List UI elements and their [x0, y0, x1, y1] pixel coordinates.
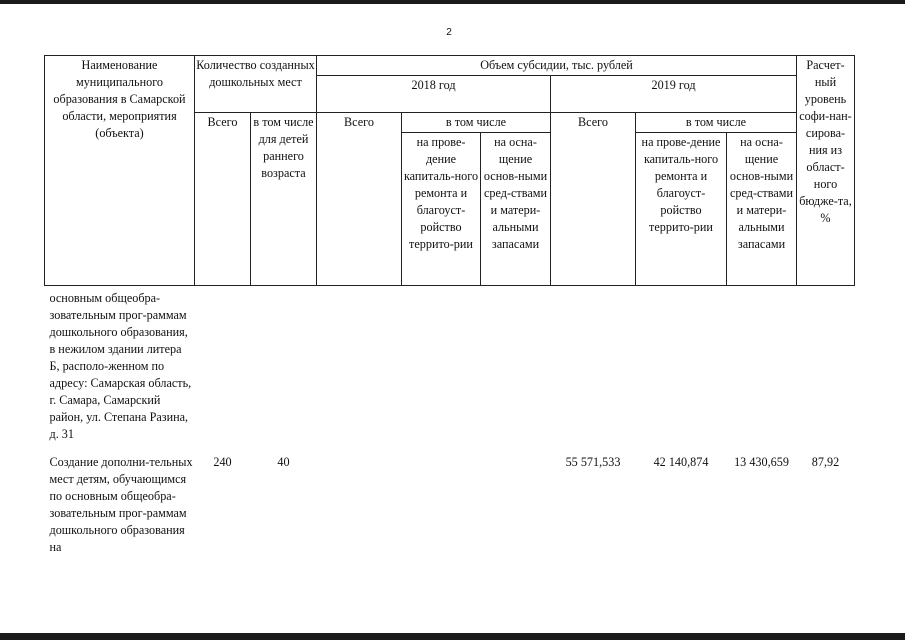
- row-places-early: 40: [277, 455, 290, 469]
- scan-border-top: [0, 0, 905, 4]
- header-name-column: Наименование муниципального образования в Самарской области, мероприятия (объекта): [45, 56, 195, 286]
- header-2019-including: в том числе: [636, 113, 797, 133]
- scan-border-bottom: [0, 633, 905, 640]
- row-places-early: [251, 286, 317, 454]
- header-2018-including: в том числе: [402, 113, 551, 133]
- header-year-2019: 2019 год: [551, 76, 797, 113]
- table-row: [45, 453, 855, 557]
- table-row: [45, 286, 855, 454]
- header-year-2018: 2018 год: [317, 76, 551, 113]
- row-2019-total: 55 571,533: [565, 455, 621, 469]
- subsidy-table: [44, 55, 855, 557]
- header-places-total: Всего: [195, 113, 251, 286]
- row-rate: 87,92: [811, 455, 840, 469]
- row-2018-total: [317, 286, 402, 454]
- row-2018-equipment: [481, 453, 551, 557]
- row-2019-total: [551, 286, 636, 454]
- header-places-column: Количество созданных дошкольных мест: [195, 56, 317, 113]
- header-2018-equipment: на осна-щение основ-ными сред-ствами и матери-альными запасами: [481, 133, 551, 286]
- row-2018-equipment: [481, 286, 551, 454]
- header-2018-repair: на прове-дение капиталь-ного ремонта и благоуст-ройство террито-рии: [402, 133, 481, 286]
- header-2019-total: Всего: [551, 113, 636, 286]
- header-rate-column: Расчет-ный уровень софи-нан-сирова-ния из област-ного бюдже-та, %: [797, 56, 855, 286]
- row-name: основным общеобра-зовательным прог-раммам дошкольного образования, в нежилом здании литера Б, располо-женном по адресу: Самарская область, г. Самара, Самарский район, ул. Степана Разина, д. 31: [49, 291, 192, 441]
- row-2019-repair: [636, 286, 727, 454]
- row-name: Создание дополни-тельных мест детям, обучающимся по основным общеобра-зовательным прог-раммам дошкольного образования на: [49, 455, 193, 554]
- row-2019-equipment: [727, 286, 797, 454]
- row-2018-repair: [402, 286, 481, 454]
- row-2019-repair: 42 140,874: [653, 455, 709, 469]
- row-places-total: 240: [213, 455, 232, 469]
- header-2018-total: Всего: [317, 113, 402, 286]
- page-number: 2: [446, 27, 452, 38]
- header-subsidy-column: Объем субсидии, тыс. рублей: [317, 56, 797, 76]
- row-2019-equipment: 13 430,659: [734, 455, 789, 469]
- header-2019-equipment: на осна-щение основ-ными сред-ствами и матери-альными запасами: [727, 133, 797, 286]
- header-places-early: в том числе для детей раннего возраста: [251, 113, 317, 286]
- row-rate: [797, 286, 855, 454]
- row-2018-repair: [402, 453, 481, 557]
- row-2018-total: [317, 453, 402, 557]
- header-2019-repair: на прове-дение капиталь-ного ремонта и благоуст-ройство террито-рии: [636, 133, 727, 286]
- row-places-total: [195, 286, 251, 454]
